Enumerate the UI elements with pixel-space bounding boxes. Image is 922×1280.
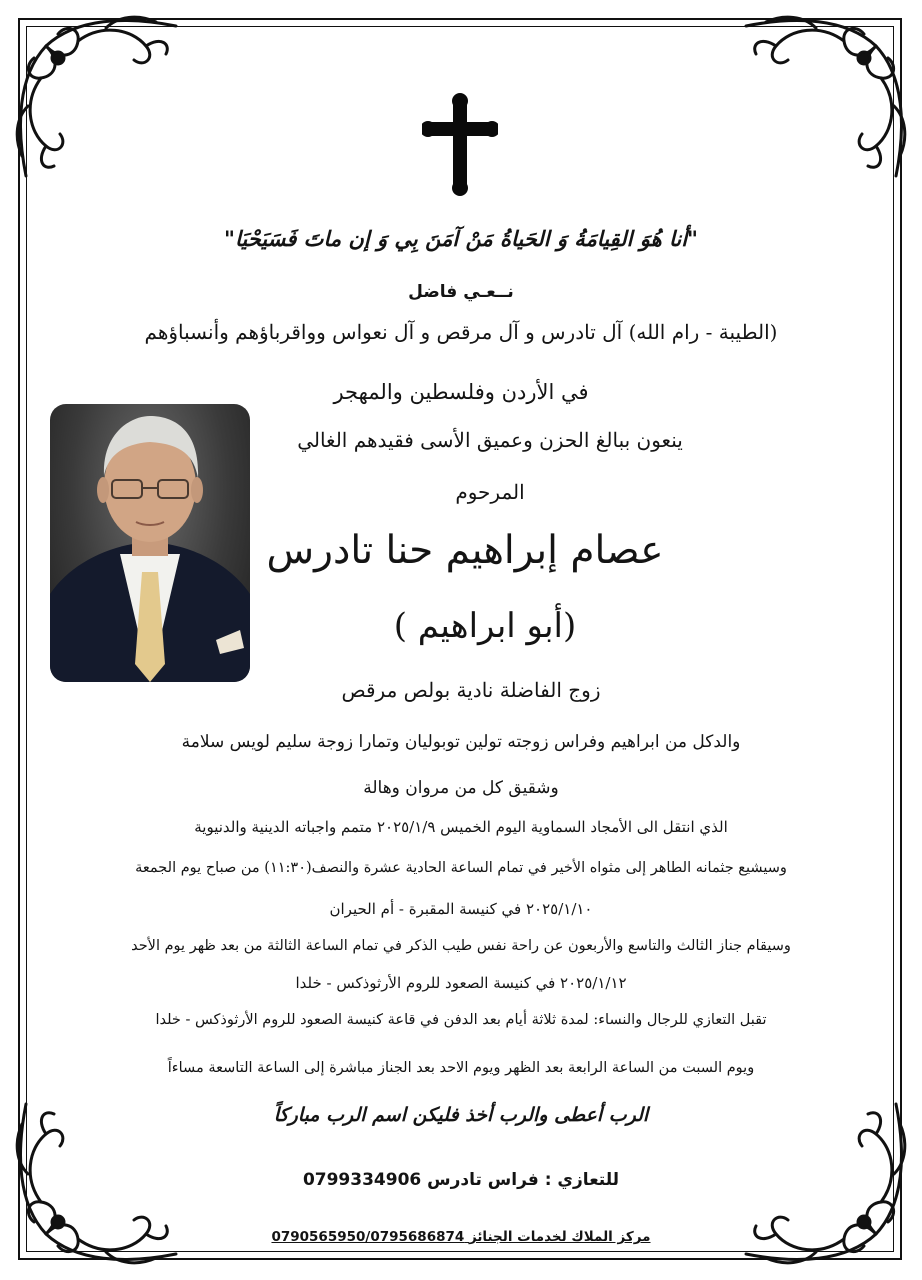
funeral-line-2: ٢٠٢٥/١/١٠ في كنيسة المقبرة - أم الحيران [329,900,593,918]
closing-verse: الرب أعطى والرب أخذ فليكن اسم الرب مباركاً [273,1104,649,1126]
portrait-illustration [50,404,250,682]
siblings-line: وشقيق كل من مروان وهالة [363,778,559,798]
children-line: والدكل من ابراهيم وفراس زوجته تولين توبوليان وتمارا زوجة سليم لويس سلامة [181,732,741,752]
memorial-line-2: ٢٠٢٥/١/١٢ في كنيسة الصعود للروم الأرثوذكس - خلدا [295,974,627,992]
contact-phone: 0799334906 [302,1170,422,1190]
contact-label: للتعازي : فراس تادرس [427,1170,620,1190]
cross-icon [422,92,498,196]
footer-phones: 0790565950/0795686874 [271,1229,465,1245]
footer-org: مركز الملاك لخدمات الجنائز [468,1229,651,1245]
portrait-photo [50,404,250,682]
footer-line [231,1229,691,1245]
mourning-line: ينعون ببالغ الحزن وعميق الأسى فقيدهم الغالي [297,428,683,452]
condolence-line-1: تقبل التعازي للرجال والنساء: لمدة ثلاثة أيام بعد الدفن في قاعة كنيسة الصعود للروم الأرثوذكس - خلدا [155,1012,767,1028]
ornament-corner-icon [6,1084,196,1274]
deceased-name: عصام إبراهيم حنا تادرس [266,528,664,573]
deceased-nickname: (أبو ابراهيم ) [393,606,577,646]
scripture-verse: "أنا هُوَ القِيامَةُ وَ الحَياةُ مَنْ آمَنَ بِي وَ إن ماتَ فَسَيَحْيَا" [224,226,698,251]
ornament-corner-icon [6,6,196,196]
condolence-line-2: ويوم السبت من الساعة الرابعة بعد الظهر ويوم الاحد بعد الجناز مباشرة إلى الساعة التاسعة مساءاً [167,1060,755,1076]
death-line: الذي انتقل الى الأمجاد السماوية اليوم الخميس ٢٠٢٥/١/٩ متمم واجباته الدينية والدنيوية [194,818,728,836]
ornament-corner-icon [726,1084,916,1274]
funeral-line-1: وسيشيع جثمانه الطاهر إلى مثواه الأخير في تمام الساعة الحادية عشرة والنصف(١١:٣٠) من صباح يوم الجمعة [135,860,787,876]
places-line: في الأردن وفلسطين والمهجر [333,380,589,404]
late-label: المرحوم [455,480,525,504]
contact-line [261,1170,661,1190]
spouse-line: زوج الفاضلة نادية بولص مرقص [341,678,601,702]
memorial-line-1: وسيقام جناز الثالث والتاسع والأربعون عن راحة نفس طيب الذكر في تمام الساعة الثالثة من بعد ظهر يوم الأحد [131,938,791,954]
families-line: (الطيبة - رام الله) آل تادرس و آل مرقص و آل نعواس وواقرباؤهم وأنسباؤهم [144,320,778,344]
announcement-title: نــعـي فاضل [408,282,514,302]
ornament-corner-icon [726,6,916,196]
